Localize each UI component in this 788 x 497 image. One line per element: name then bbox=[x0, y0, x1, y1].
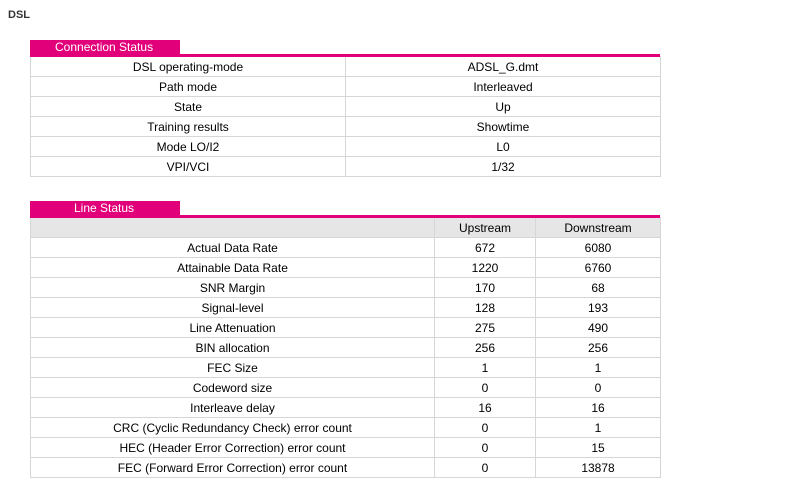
row-value: L0 bbox=[346, 137, 661, 157]
row-label: CRC (Cyclic Redundancy Check) error count bbox=[31, 418, 435, 438]
upstream-value: 0 bbox=[435, 458, 536, 478]
connection-status-table bbox=[30, 56, 661, 177]
line-status-tab: Line Status bbox=[30, 201, 180, 215]
upstream-value: 0 bbox=[435, 438, 536, 458]
connection-status-section bbox=[30, 40, 660, 177]
row-label: Interleave delay bbox=[31, 398, 435, 418]
upstream-value: 1220 bbox=[435, 258, 536, 278]
table-row bbox=[31, 318, 661, 338]
row-label: Codeword size bbox=[31, 378, 435, 398]
upstream-value: 256 bbox=[435, 338, 536, 358]
upstream-value: 0 bbox=[435, 378, 536, 398]
row-label: FEC (Forward Error Correction) error count bbox=[31, 458, 435, 478]
table-row bbox=[31, 137, 661, 157]
table-row bbox=[31, 298, 661, 318]
downstream-value: 1 bbox=[536, 358, 661, 378]
row-label: Mode LO/I2 bbox=[31, 137, 346, 157]
upstream-value: 0 bbox=[435, 418, 536, 438]
row-label: Path mode bbox=[31, 77, 346, 97]
row-label: SNR Margin bbox=[31, 278, 435, 298]
table-row bbox=[31, 338, 661, 358]
downstream-value: 16 bbox=[536, 398, 661, 418]
row-label: HEC (Header Error Correction) error count bbox=[31, 438, 435, 458]
row-value: 1/32 bbox=[346, 157, 661, 177]
table-row bbox=[31, 278, 661, 298]
row-label: FEC Size bbox=[31, 358, 435, 378]
upstream-value: 672 bbox=[435, 238, 536, 258]
table-header-row bbox=[31, 218, 661, 238]
downstream-value: 490 bbox=[536, 318, 661, 338]
header-name bbox=[31, 218, 435, 238]
downstream-value: 1 bbox=[536, 418, 661, 438]
upstream-value: 275 bbox=[435, 318, 536, 338]
connection-status-rule bbox=[30, 54, 660, 57]
upstream-value: 1 bbox=[435, 358, 536, 378]
table-row bbox=[31, 238, 661, 258]
row-label: Actual Data Rate bbox=[31, 238, 435, 258]
upstream-value: 170 bbox=[435, 278, 536, 298]
connection-status-tab-bar bbox=[30, 40, 660, 56]
row-label: Training results bbox=[31, 117, 346, 137]
row-value: Up bbox=[346, 97, 661, 117]
table-row bbox=[31, 57, 661, 77]
table-row bbox=[31, 358, 661, 378]
line-status-rule bbox=[30, 215, 660, 218]
downstream-value: 6760 bbox=[536, 258, 661, 278]
table-row bbox=[31, 117, 661, 137]
row-label: Line Attenuation bbox=[31, 318, 435, 338]
row-label: State bbox=[31, 97, 346, 117]
row-label: Attainable Data Rate bbox=[31, 258, 435, 278]
upstream-value: 128 bbox=[435, 298, 536, 318]
row-value: ADSL_G.dmt bbox=[346, 57, 661, 77]
row-label: DSL operating-mode bbox=[31, 57, 346, 77]
table-row bbox=[31, 97, 661, 117]
table-row bbox=[31, 77, 661, 97]
page-title: DSL bbox=[8, 9, 30, 21]
row-label: Signal-level bbox=[31, 298, 435, 318]
downstream-value: 0 bbox=[536, 378, 661, 398]
line-status-section bbox=[30, 201, 660, 478]
line-status-table bbox=[30, 217, 661, 478]
downstream-value: 193 bbox=[536, 298, 661, 318]
table-row bbox=[31, 258, 661, 278]
downstream-value: 13878 bbox=[536, 458, 661, 478]
header-upstream: Upstream bbox=[435, 218, 536, 238]
downstream-value: 256 bbox=[536, 338, 661, 358]
row-value: Showtime bbox=[346, 117, 661, 137]
table-row bbox=[31, 157, 661, 177]
header-downstream: Downstream bbox=[536, 218, 661, 238]
row-label: VPI/VCI bbox=[31, 157, 346, 177]
table-row bbox=[31, 398, 661, 418]
line-status-tab-bar bbox=[30, 201, 660, 217]
connection-status-tab: Connection Status bbox=[30, 40, 180, 54]
downstream-value: 68 bbox=[536, 278, 661, 298]
table-row bbox=[31, 438, 661, 458]
downstream-value: 6080 bbox=[536, 238, 661, 258]
line-status-body bbox=[31, 238, 661, 478]
row-value: Interleaved bbox=[346, 77, 661, 97]
table-row bbox=[31, 418, 661, 438]
downstream-value: 15 bbox=[536, 438, 661, 458]
table-row bbox=[31, 458, 661, 478]
upstream-value: 16 bbox=[435, 398, 536, 418]
row-label: BIN allocation bbox=[31, 338, 435, 358]
table-row bbox=[31, 378, 661, 398]
